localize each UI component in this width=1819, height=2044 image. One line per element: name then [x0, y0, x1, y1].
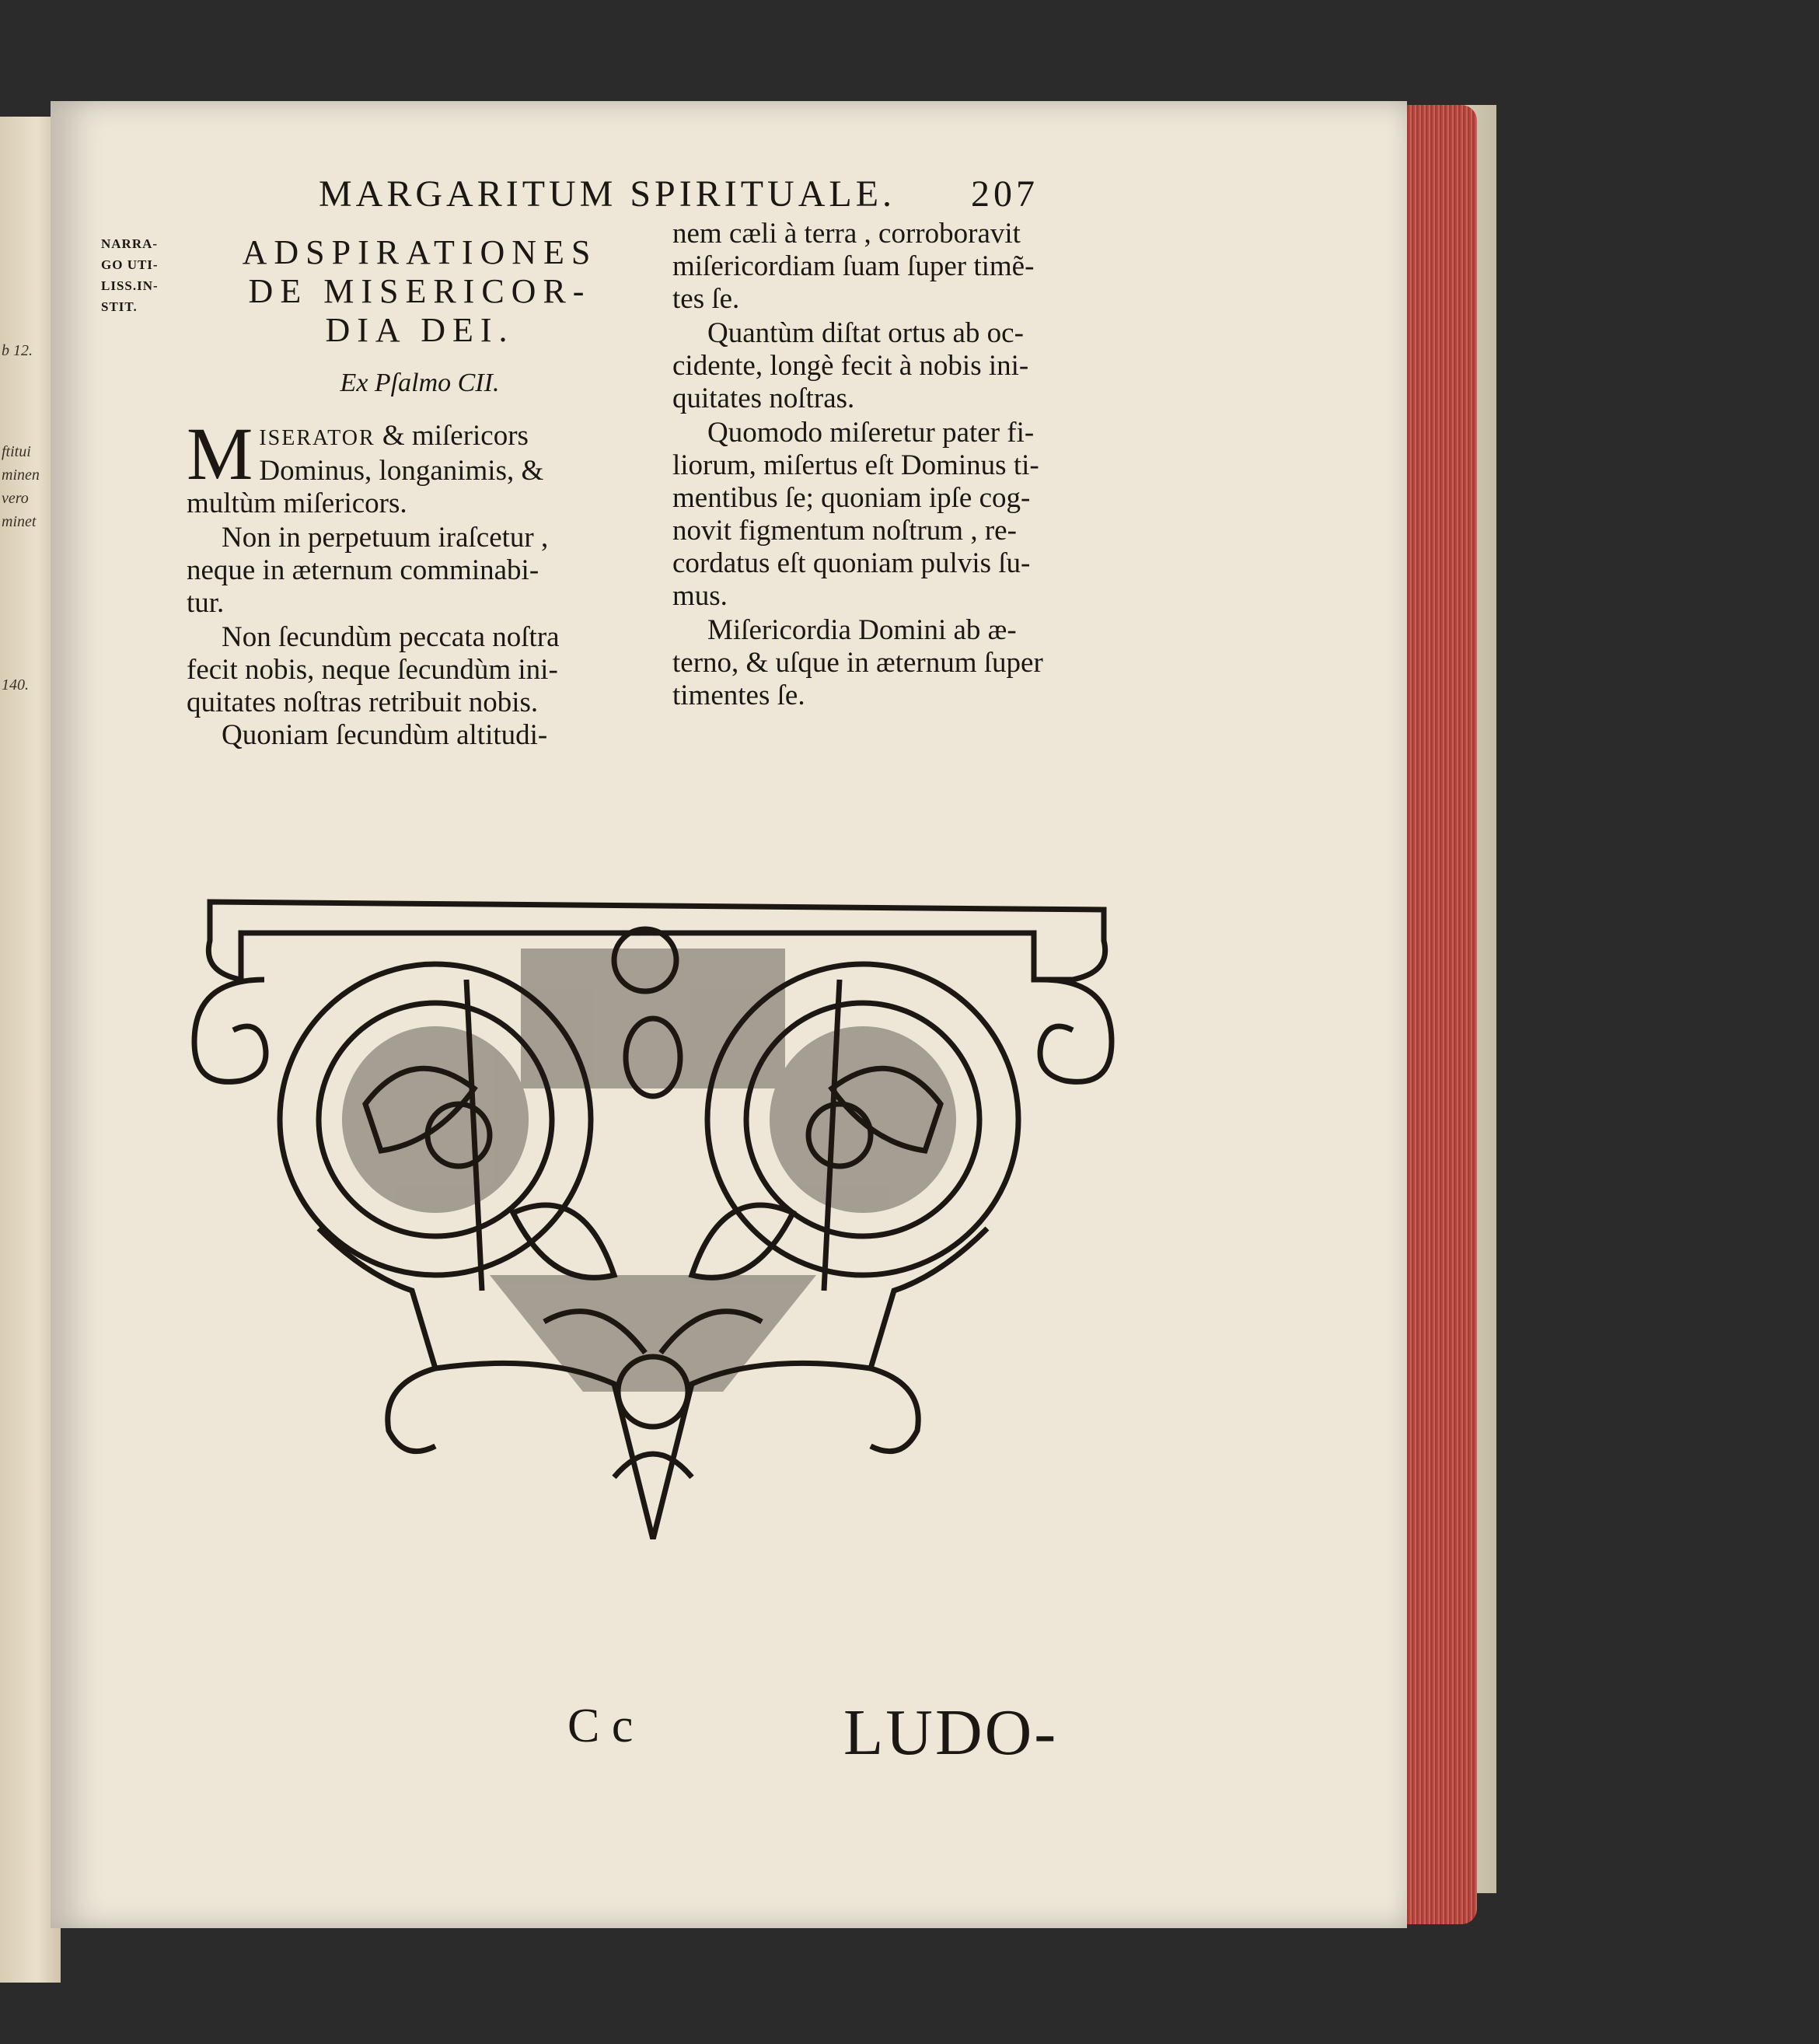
left-fragment: ftitui: [2, 443, 31, 460]
text-line: mentibus ſe; quoniam ipſe cog-: [672, 482, 1031, 514]
margin-note-line: GO UTI-: [101, 257, 159, 272]
drop-cap: M: [187, 412, 253, 495]
paragraph: [672, 317, 1170, 415]
catchword: LUDO-: [843, 1696, 1059, 1769]
margin-note: [101, 233, 159, 317]
left-fragment: vero: [2, 490, 29, 507]
text-line: Quantùm diſtat ortus ab oc-: [707, 317, 1024, 349]
paragraph: [672, 417, 1170, 613]
text-line: Quomodo miſeretur pater fi-: [707, 417, 1035, 449]
text-line: cordatus eſt quoniam pulvis ſu-: [672, 547, 1031, 579]
text-line: multùm miſericors.: [187, 487, 407, 519]
text-line: Miſericordia Domini ab æ-: [707, 614, 1017, 646]
text-line: Dominus, longanimis, &: [259, 455, 544, 487]
paragraph: [672, 614, 1170, 712]
text-run: & miſericors: [375, 420, 529, 452]
section-heading: [187, 233, 653, 350]
left-column: [187, 233, 653, 752]
text-line: fecit nobis, neque ſecundùm ini-: [187, 654, 558, 686]
text-line: tur.: [187, 587, 225, 619]
first-paragraph: [187, 412, 653, 520]
text-line: timentes ſe.: [672, 680, 805, 711]
running-title: MARGARITUM SPIRITUALE.: [319, 173, 896, 215]
heading-line: DE MISERICOR-: [248, 272, 592, 310]
paragraph: [187, 719, 653, 752]
margin-note-line: STIT.: [101, 299, 138, 314]
heading-line: ADSPIRATIONES: [242, 233, 598, 271]
left-fragment: b 12.: [2, 342, 33, 359]
text-line: tes ſe.: [672, 283, 740, 315]
text-line: miſericordiam ſuam ſuper timẽ-: [672, 250, 1035, 282]
page-number: 207: [971, 173, 1039, 215]
right-column: [672, 218, 1170, 712]
text-line: Non ſecundùm peccata noſtra: [222, 621, 560, 653]
margin-note-line: LISS.IN-: [101, 278, 159, 293]
text-line: novit figmentum noſtrum , re-: [672, 515, 1017, 547]
text-line: liorum, miſertus eſt Dominus ti-: [672, 449, 1039, 481]
text-line: cidente, longè fecit à nobis ini-: [672, 350, 1029, 382]
woodcut-ornament: [179, 886, 1127, 1539]
text-line: terno, & uſque in æternum ſuper: [672, 647, 1043, 679]
text-line: quitates noſtras.: [672, 383, 855, 414]
left-fragment: 140.: [2, 676, 29, 694]
text-line: Quoniam ſecundùm altitudi-: [222, 719, 548, 751]
paragraph: [672, 218, 1170, 316]
text-line: mus.: [672, 580, 728, 612]
running-head: [319, 173, 1039, 215]
smallcaps-word: ISERATOR: [259, 426, 375, 450]
text-line: neque in æternum comminabi-: [187, 554, 539, 586]
paragraph: [187, 522, 653, 620]
psalm-source: Ex Pſalmo CII.: [340, 369, 500, 397]
text-line: Non in perpetuum iraſcetur ,: [222, 522, 549, 554]
margin-note-line: NARRA-: [101, 236, 159, 251]
red-page-edge: [1399, 105, 1477, 1924]
signature-mark: C c: [567, 1700, 634, 1752]
text-line: quitates noſtras retribuit nobis.: [187, 687, 539, 718]
paragraph: [187, 621, 653, 719]
text-line: nem cæli à terra , corroboravit: [672, 218, 1021, 250]
heading-line: DIA DEI.: [325, 311, 515, 349]
left-fragment: minet: [2, 513, 37, 530]
left-fragment: minen: [2, 466, 40, 484]
